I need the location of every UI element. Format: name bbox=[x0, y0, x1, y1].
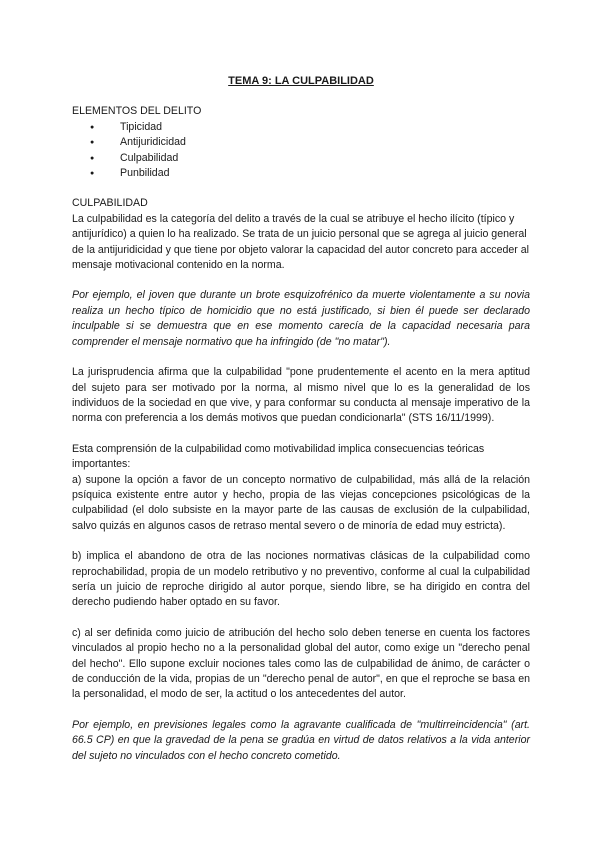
list-item: ● Antijuridicidad bbox=[108, 135, 530, 150]
comprension-paragraph: Esta comprensión de la culpabilidad como motivabilidad implica consecuencias teóricas importantes: bbox=[72, 442, 485, 471]
point-a-paragraph: a) supone la opción a favor de un concepto normativo de culpabilidad, más allá de la relación psíquica existente entre autor y hecho, propia de las viejas concepciones psicológicas de la culpabilidad (el dolo subsiste en la mayor parte de las causas de exclusión de la culpabilidad, salvo quizás en algunos casos de retraso mental severo o de minoría de edad muy estricta). bbox=[72, 473, 530, 532]
example-paragraph-1: Por ejemplo, el joven que durante un brote esquizofrénico da muerte violentamente a su novia realiza un hecho típico de homicidio que no está justificado, si bien él puede ser declarado inculpable si se demuestra que en ese momento carecía de la capacidad necesaria para comprender el mensaje normativo que ha infringido (de "no matar"). bbox=[72, 289, 530, 348]
elementos-list bbox=[72, 120, 530, 182]
list-item: ● Tipicidad bbox=[108, 120, 530, 135]
point-b-paragraph: b) implica el abandono de otra de las nociones normativas clásicas de la culpabilidad como reprochabilidad, propia de un modelo retributivo y no preventivo, conforme al cual la culpabilidad sería un juicio de reproche dirigido al autor porque, siendo libre, se ha dirigido en contra del derecho pudiendo haber optado en su favor. bbox=[72, 550, 530, 609]
jurisprudencia-paragraph: La jurisprudencia afirma que la culpabilidad "pone prudentemente el acento en la mera aptitud del sujeto para ser motivado por la norma, al mismo nivel que lo es la generalidad de los individuos de la sociedad en que vive, y para conformar su conducta al mensaje imperativo de la norma con preferencia a los demás motivos que puedan condicionarla" (STS 16/11/1999). bbox=[72, 366, 530, 425]
list-item: ● Punbilidad bbox=[108, 166, 530, 181]
page-title: TEMA 9: LA CULPABILIDAD bbox=[228, 75, 374, 87]
elementos-heading: ELEMENTOS DEL DELITO bbox=[72, 105, 202, 118]
point-c-paragraph: c) al ser definida como juicio de atribución del hecho solo deben tenerse en cuenta los factores vinculados al propio hecho no a la personalidad global del autor, como exige un "derecho penal del hecho". Ello supone excluir nociones tales como las de culpabilidad de ánimo, de carácter o de conducción de la vida, propias de un "derecho penal de autor", en que el reproche se basa en la personalidad, el modo de ser, la actitud o los antecedentes del autor. bbox=[72, 626, 530, 701]
culpabilidad-heading: CULPABILIDAD bbox=[72, 197, 148, 210]
list-item: ● Culpabilidad bbox=[108, 151, 530, 166]
intro-paragraph: La culpabilidad es la categoría del delito a través de la cual se atribuye el hecho ilícito (típico y antijurídico) a quien lo ha realizado. Se trata de un juicio personal que se agrega al juicio general de la antijuridicidad y que tiene por objeto valorar la capacidad del autor concreto para acceder al mensaje motivacional contenido en la norma. bbox=[72, 212, 529, 272]
document-page bbox=[72, 74, 530, 779]
example-paragraph-2: Por ejemplo, en previsiones legales como la agravante cualificada de "multirreincidencia" (art. 66.5 CP) en que la gravedad de la pena se gradúa en virtud de datos relativos a la vida anterior del sujeto no vinculados con el hecho concreto cometido. bbox=[72, 718, 530, 762]
